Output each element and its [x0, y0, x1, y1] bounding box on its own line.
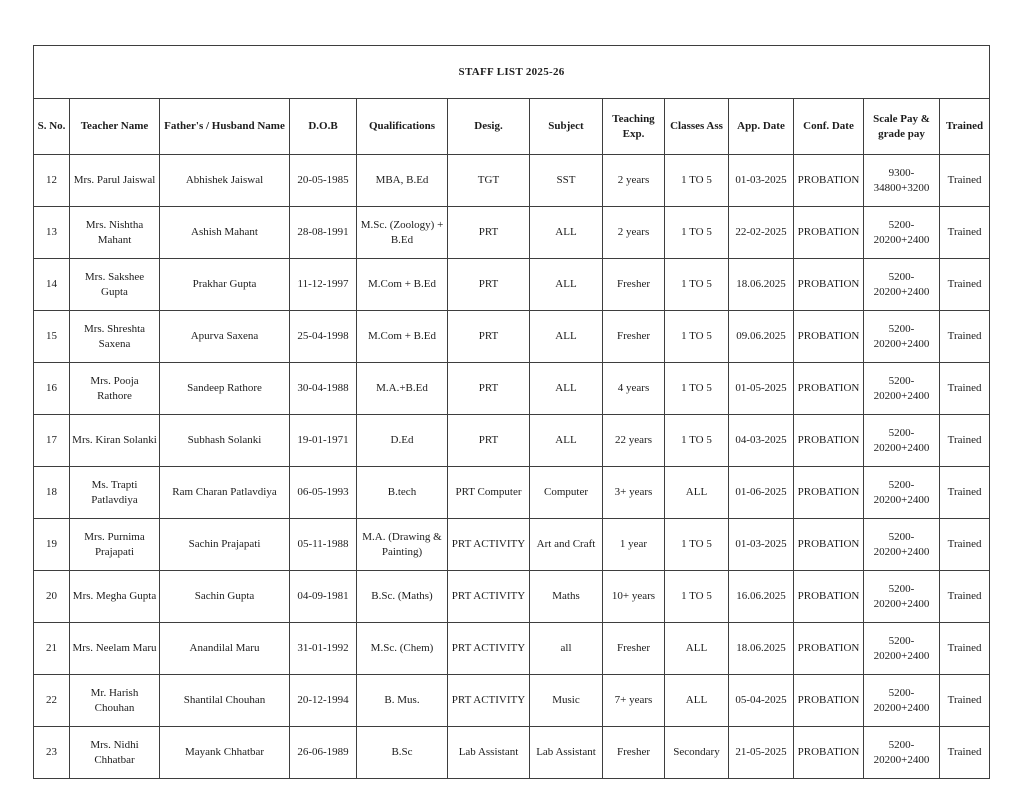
table-cell: Ram Charan Patlavdiya	[160, 467, 290, 519]
table-cell: 5200-20200+2400	[864, 467, 940, 519]
table-cell: PROBATION	[794, 363, 864, 415]
table-row	[34, 311, 990, 363]
table-cell: 5200-20200+2400	[864, 363, 940, 415]
table-cell: 23	[34, 727, 70, 779]
table-cell: B.Sc. (Maths)	[357, 571, 448, 623]
table-cell: 20-05-1985	[290, 155, 357, 207]
table-cell: 1 TO 5	[665, 207, 729, 259]
table-cell: M.A.+B.Ed	[357, 363, 448, 415]
table-cell: PROBATION	[794, 623, 864, 675]
table-cell: Mrs. Shreshta Saxena	[70, 311, 160, 363]
table-cell: 21-05-2025	[729, 727, 794, 779]
table-cell: ALL	[530, 259, 603, 311]
table-cell: Trained	[940, 415, 990, 467]
table-cell: M.Com + B.Ed	[357, 311, 448, 363]
table-cell: Mr. Harish Chouhan	[70, 675, 160, 727]
table-row	[34, 155, 990, 207]
table-cell: Mrs. Nidhi Chhatbar	[70, 727, 160, 779]
table-cell: Secondary	[665, 727, 729, 779]
table-cell: 13	[34, 207, 70, 259]
table-cell: Trained	[940, 363, 990, 415]
table-row	[34, 363, 990, 415]
table-row	[34, 675, 990, 727]
table-cell: PRT ACTIVITY	[448, 623, 530, 675]
table-cell: 17	[34, 415, 70, 467]
table-cell: PROBATION	[794, 675, 864, 727]
table-cell: 10+ years	[603, 571, 665, 623]
table-row	[34, 259, 990, 311]
table-cell: Mrs. Nishtha Mahant	[70, 207, 160, 259]
table-cell: 1 TO 5	[665, 259, 729, 311]
table-cell: 1 TO 5	[665, 519, 729, 571]
table-cell: 5200-20200+2400	[864, 675, 940, 727]
table-cell: Fresher	[603, 311, 665, 363]
table-cell: 16.06.2025	[729, 571, 794, 623]
table-row	[34, 727, 990, 779]
table-row	[34, 415, 990, 467]
table-cell: 01-03-2025	[729, 155, 794, 207]
table-cell: 11-12-1997	[290, 259, 357, 311]
table-cell: Trained	[940, 155, 990, 207]
column-header: S. No.	[34, 99, 70, 155]
table-cell: Lab Assistant	[530, 727, 603, 779]
title-row	[34, 46, 990, 99]
table-cell: PRT	[448, 207, 530, 259]
table-cell: Sachin Prajapati	[160, 519, 290, 571]
table-cell: 2 years	[603, 207, 665, 259]
table-cell: 5200-20200+2400	[864, 415, 940, 467]
table-cell: 22-02-2025	[729, 207, 794, 259]
table-cell: Apurva Saxena	[160, 311, 290, 363]
table-cell: MBA, B.Ed	[357, 155, 448, 207]
table-cell: Trained	[940, 675, 990, 727]
table-cell: Trained	[940, 259, 990, 311]
table-cell: Subhash Solanki	[160, 415, 290, 467]
table-cell: ALL	[530, 311, 603, 363]
table-cell: 06-05-1993	[290, 467, 357, 519]
table-cell: 1 TO 5	[665, 155, 729, 207]
table-body	[34, 155, 990, 779]
table-cell: M.Sc. (Zoology) + B.Ed	[357, 207, 448, 259]
table-cell: PROBATION	[794, 207, 864, 259]
table-cell: Mrs. Neelam Maru	[70, 623, 160, 675]
table-cell: Trained	[940, 311, 990, 363]
table-cell: Lab Assistant	[448, 727, 530, 779]
table-cell: 1 TO 5	[665, 415, 729, 467]
table-cell: 05-04-2025	[729, 675, 794, 727]
table-cell: PRT	[448, 259, 530, 311]
table-cell: 18.06.2025	[729, 259, 794, 311]
table-cell: PRT	[448, 363, 530, 415]
table-cell: M.Sc. (Chem)	[357, 623, 448, 675]
table-cell: Art and Craft	[530, 519, 603, 571]
table-cell: 25-04-1998	[290, 311, 357, 363]
table-cell: Ms. Trapti Patlavdiya	[70, 467, 160, 519]
table-row	[34, 571, 990, 623]
table-cell: Maths	[530, 571, 603, 623]
table-row	[34, 623, 990, 675]
table-header-row	[34, 99, 990, 155]
table-cell: Fresher	[603, 727, 665, 779]
table-row	[34, 467, 990, 519]
table-cell: M.Com + B.Ed	[357, 259, 448, 311]
table-cell: 22	[34, 675, 70, 727]
table-cell: ALL	[665, 675, 729, 727]
table-cell: PROBATION	[794, 571, 864, 623]
table-cell: 01-06-2025	[729, 467, 794, 519]
table-cell: Computer	[530, 467, 603, 519]
table-cell: Mrs. Megha Gupta	[70, 571, 160, 623]
table-cell: 18.06.2025	[729, 623, 794, 675]
table-cell: 04-03-2025	[729, 415, 794, 467]
table-cell: Fresher	[603, 623, 665, 675]
table-cell: Mayank Chhatbar	[160, 727, 290, 779]
column-header: Classes Ass	[665, 99, 729, 155]
table-row	[34, 519, 990, 571]
table-cell: 14	[34, 259, 70, 311]
table-cell: 1 TO 5	[665, 363, 729, 415]
table-cell: 09.06.2025	[729, 311, 794, 363]
table-cell: 5200-20200+2400	[864, 311, 940, 363]
table-cell: Shantilal Chouhan	[160, 675, 290, 727]
table-cell: 31-01-1992	[290, 623, 357, 675]
table-cell: Trained	[940, 571, 990, 623]
column-header: Qualifications	[357, 99, 448, 155]
table-cell: TGT	[448, 155, 530, 207]
table-cell: 12	[34, 155, 70, 207]
column-header: Conf. Date	[794, 99, 864, 155]
table-cell: Mrs. Pooja Rathore	[70, 363, 160, 415]
table-cell: PRT ACTIVITY	[448, 571, 530, 623]
column-header: Teacher Name	[70, 99, 160, 155]
table-cell: 20	[34, 571, 70, 623]
table-cell: 19-01-1971	[290, 415, 357, 467]
table-cell: PROBATION	[794, 155, 864, 207]
staff-table	[33, 45, 990, 779]
table-row	[34, 207, 990, 259]
table-cell: Ashish Mahant	[160, 207, 290, 259]
page-title: STAFF LIST 2025-26	[34, 46, 990, 99]
table-cell: all	[530, 623, 603, 675]
column-header: Father's / Husband Name	[160, 99, 290, 155]
table-cell: D.Ed	[357, 415, 448, 467]
table-cell: Music	[530, 675, 603, 727]
table-cell: Fresher	[603, 259, 665, 311]
table-cell: 18	[34, 467, 70, 519]
table-cell: 01-05-2025	[729, 363, 794, 415]
table-cell: Sachin Gupta	[160, 571, 290, 623]
table-cell: Prakhar Gupta	[160, 259, 290, 311]
table-cell: Mrs. Purnima Prajapati	[70, 519, 160, 571]
column-header: D.O.B	[290, 99, 357, 155]
column-header: Desig.	[448, 99, 530, 155]
column-header: Trained	[940, 99, 990, 155]
table-cell: 5200-20200+2400	[864, 207, 940, 259]
table-cell: 19	[34, 519, 70, 571]
table-cell: 4 years	[603, 363, 665, 415]
table-cell: PROBATION	[794, 519, 864, 571]
table-cell: B. Mus.	[357, 675, 448, 727]
table-cell: 5200-20200+2400	[864, 727, 940, 779]
table-cell: 2 years	[603, 155, 665, 207]
table-cell: Trained	[940, 727, 990, 779]
table-cell: PROBATION	[794, 727, 864, 779]
table-cell: 22 years	[603, 415, 665, 467]
table-cell: 01-03-2025	[729, 519, 794, 571]
table-cell: 16	[34, 363, 70, 415]
table-cell: 28-08-1991	[290, 207, 357, 259]
table-cell: PROBATION	[794, 259, 864, 311]
table-cell: Mrs. Kiran Solanki	[70, 415, 160, 467]
table-cell: 7+ years	[603, 675, 665, 727]
table-cell: ALL	[530, 207, 603, 259]
table-cell: 5200-20200+2400	[864, 519, 940, 571]
table-cell: 3+ years	[603, 467, 665, 519]
column-header: Subject	[530, 99, 603, 155]
table-cell: 15	[34, 311, 70, 363]
table-cell: PRT	[448, 311, 530, 363]
table-cell: 1 TO 5	[665, 311, 729, 363]
table-cell: 5200-20200+2400	[864, 623, 940, 675]
table-cell: PROBATION	[794, 467, 864, 519]
table-cell: 26-06-1989	[290, 727, 357, 779]
table-cell: B.tech	[357, 467, 448, 519]
table-cell: ALL	[665, 623, 729, 675]
table-cell: PRT ACTIVITY	[448, 675, 530, 727]
table-cell: Anandilal Maru	[160, 623, 290, 675]
table-cell: M.A. (Drawing & Painting)	[357, 519, 448, 571]
table-cell: Trained	[940, 623, 990, 675]
table-cell: 1 year	[603, 519, 665, 571]
table-cell: Sandeep Rathore	[160, 363, 290, 415]
table-cell: 04-09-1981	[290, 571, 357, 623]
table-cell: SST	[530, 155, 603, 207]
table-cell: Abhishek Jaiswal	[160, 155, 290, 207]
table-cell: B.Sc	[357, 727, 448, 779]
table-cell: PROBATION	[794, 415, 864, 467]
table-cell: Mrs. Sakshee Gupta	[70, 259, 160, 311]
table-cell: ALL	[530, 363, 603, 415]
table-cell: PRT	[448, 415, 530, 467]
table-cell: PRT Computer	[448, 467, 530, 519]
table-cell: PROBATION	[794, 311, 864, 363]
table-cell: 9300-34800+3200	[864, 155, 940, 207]
table-cell: 30-04-1988	[290, 363, 357, 415]
table-cell: Trained	[940, 519, 990, 571]
table-cell: 5200-20200+2400	[864, 259, 940, 311]
table-cell: 1 TO 5	[665, 571, 729, 623]
column-header: Teaching Exp.	[603, 99, 665, 155]
table-cell: 5200-20200+2400	[864, 571, 940, 623]
column-header: App. Date	[729, 99, 794, 155]
table-cell: PRT ACTIVITY	[448, 519, 530, 571]
table-cell: 21	[34, 623, 70, 675]
table-cell: ALL	[530, 415, 603, 467]
column-header: Scale Pay & grade pay	[864, 99, 940, 155]
table-cell: 20-12-1994	[290, 675, 357, 727]
table-cell: Mrs. Parul Jaiswal	[70, 155, 160, 207]
table-cell: Trained	[940, 467, 990, 519]
table-cell: 05-11-1988	[290, 519, 357, 571]
table-cell: Trained	[940, 207, 990, 259]
table-cell: ALL	[665, 467, 729, 519]
